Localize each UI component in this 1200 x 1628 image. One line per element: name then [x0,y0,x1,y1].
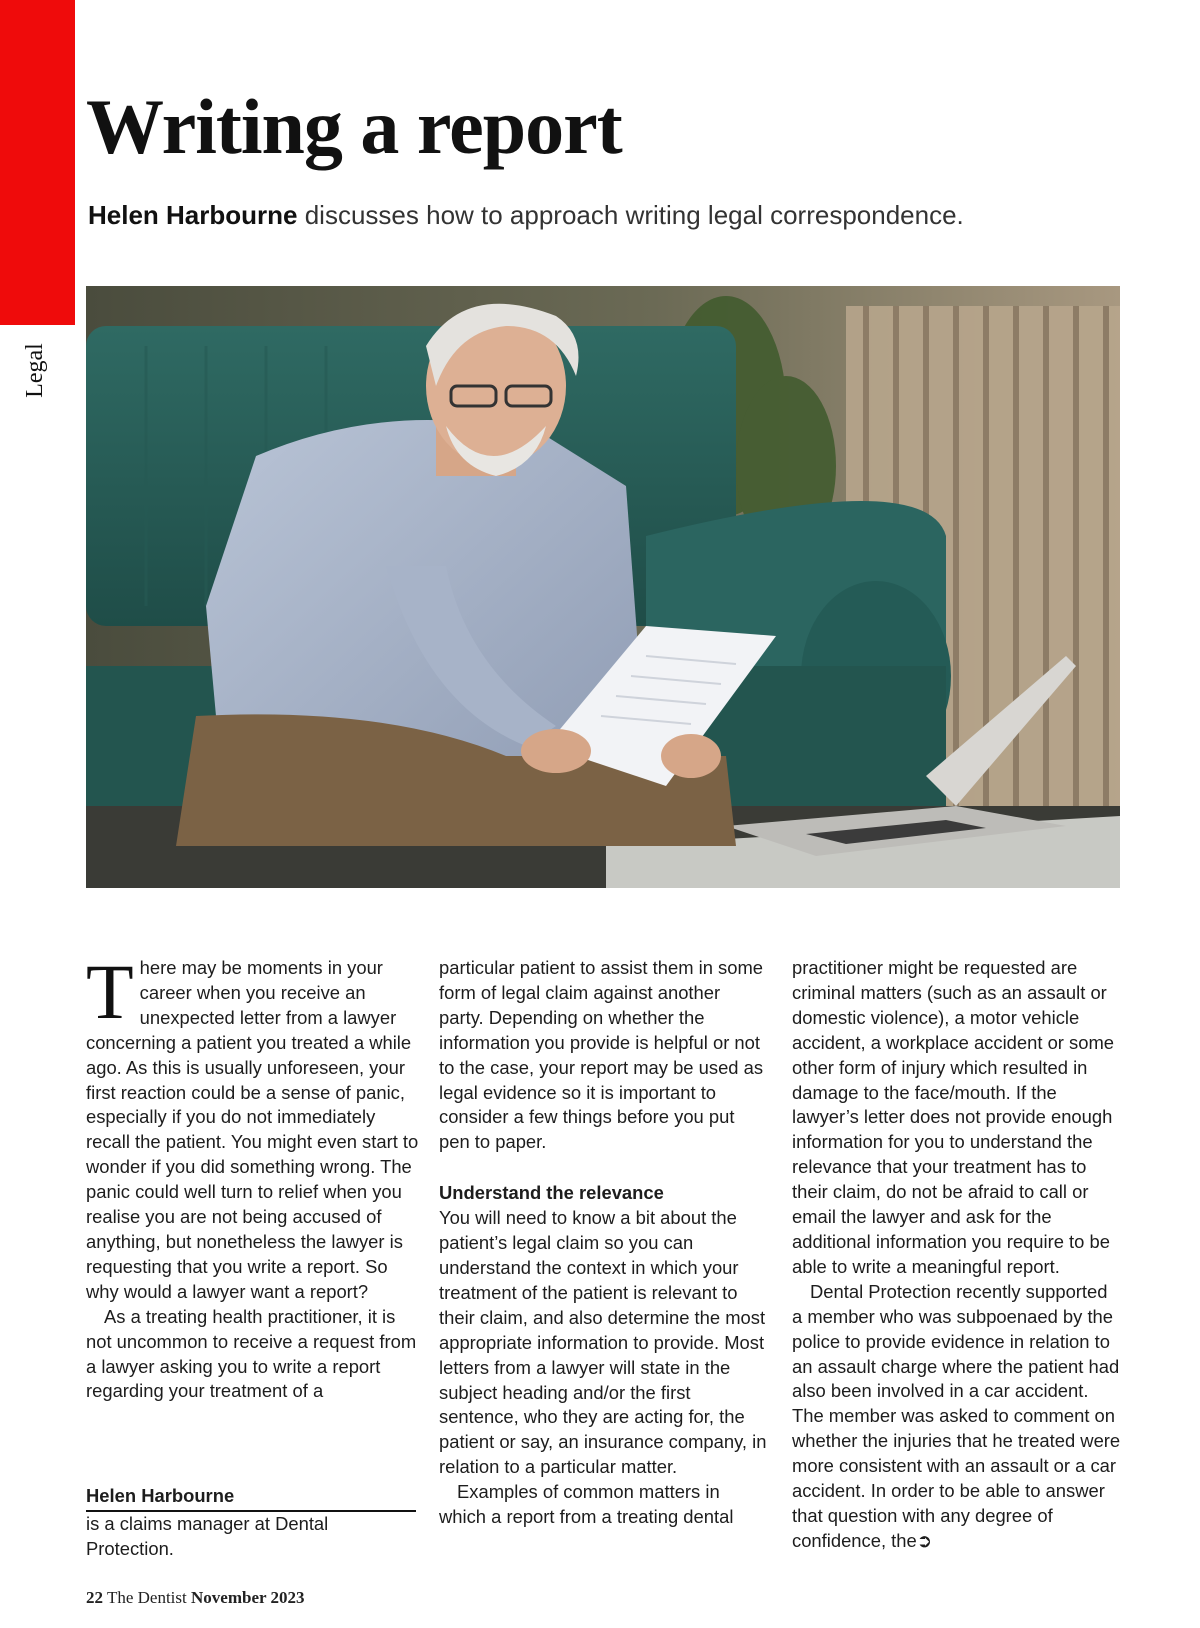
article-column-1 [86,948,420,1404]
standfirst-text: discusses how to approach writing legal correspondence. [297,200,964,230]
body-paragraph: Dental Protection recently supported a member who was subpoenaed by the police to provide evidence in relation to an assault charge where the patient had also been involved in a car accident. The member was asked to comment on whether the injuries that he treated were more consistent with an assault or a car accident. In order to be able to answer that question with any degree of confidence, the➲ [792,1280,1121,1551]
page-number: 22 [86,1588,103,1607]
article-column-3 [792,956,1122,1554]
article-column-2 [439,956,769,1530]
body-paragraph: practitioner might be requested are criminal matters (such as an assault or domestic violence), a motor vehicle accident, a workplace accident or some other form of injury which resulted in damage to the face/mouth. If the lawyer’s letter does not provide enough information for you to understand the relevance that your treatment has to their claim, do not be afraid to call or email the lawyer and ask for the additional information you require to be able to write a meaningful report. [792,957,1114,1277]
standfirst-author: Helen Harbourne [88,200,298,230]
drop-cap: T [86,948,134,1035]
standfirst [88,200,964,231]
page-footer [86,1588,304,1608]
continue-arrow-icon: ➲ [916,1529,933,1551]
intro-paragraph: There may be moments in your career when you receive an unexpected letter from a lawyer concerning a patient you treated a while ago. As this is usually unforeseen, your first reaction could be a sense of panic, especially if you do not immediately recall the patient. You might even start to wonder if you did something wrong. The panic could well turn to relief when you realise you are not being accused of anything, but nonetheless the lawyer is requesting that you write a report. So why would a lawyer want a report? [86,948,419,1302]
body-paragraph: Examples of common matters in which a report from a treating dental [439,1481,734,1528]
bio-text: is a claims manager at Dental Protection. [86,1512,329,1559]
issue-date: November 2023 [191,1588,305,1607]
publication-name: The Dentist [106,1588,187,1607]
body-paragraph: As a treating health practitioner, it is not uncommon to receive a request from a lawyer asking you to write a report regarding your treatment of a [86,1305,417,1402]
article-title: Writing a report [86,83,622,170]
body-paragraph: particular patient to assist them in some form of legal claim against another party. Depending on whether the information you provide is helpful or not to the case, your report may be used as legal evidence so it is important to consider a few things before you put pen to paper. [439,957,764,1153]
bio-name: Helen Harbourne [86,1484,416,1512]
subheading: Understand the relevance [439,1182,664,1204]
section-label: Legal [21,342,48,398]
body-paragraph: You will need to know a bit about the patient’s legal claim so you can understand the context in which your treatment of the patient is relevant to their claim, and also determine the most appropriate information to provide. Most letters from a lawyer will state in the subject heading and/or the first sentence, who they are acting for, the patient or say, an insurance company, in relation to a particular matter. [439,1207,767,1478]
section-color-bar [0,0,75,325]
man-reading-letter-photo [86,286,1120,888]
author-bio [86,1484,416,1562]
